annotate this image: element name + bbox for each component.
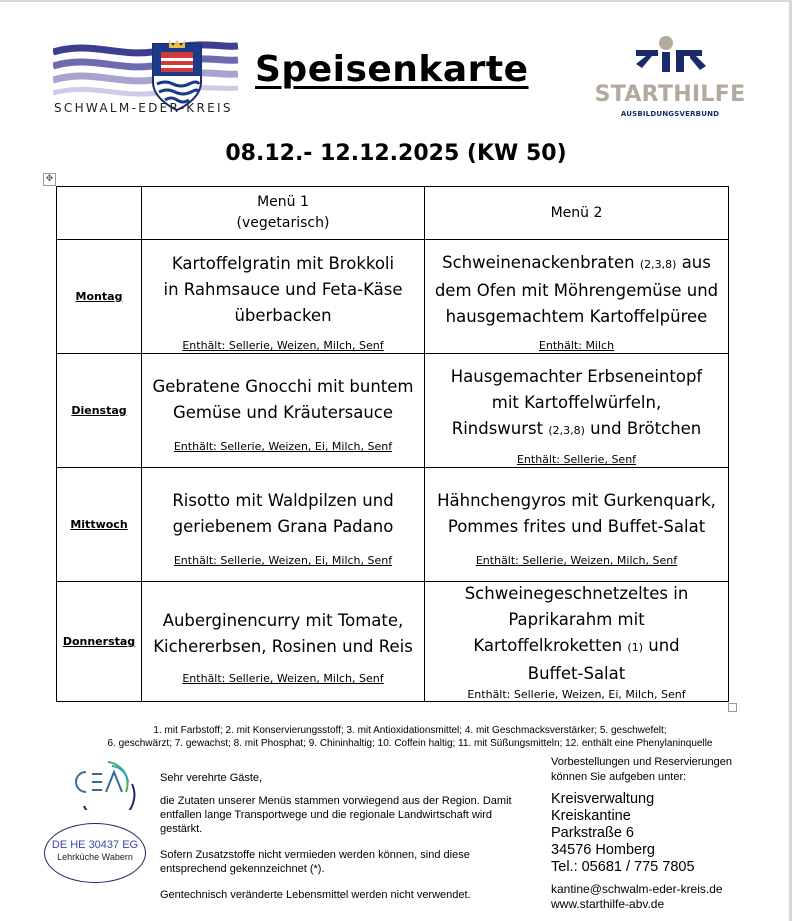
- contact-info: [551, 755, 781, 912]
- dish-text: [142, 374, 424, 426]
- contact-address: [551, 791, 781, 876]
- page-title: Speisenkarte: [255, 49, 529, 90]
- additive-codes: (2,3,8): [548, 423, 585, 437]
- menu1-cell: [142, 468, 425, 582]
- legend-line: 6. geschwärzt; 7. gewachst; 8. mit Phosphat; 9. Chininhaltig; 10. Coffein haltig; 11. mit Süßungsmitteln; 12. enthält eine Phenylaninquelle: [107, 738, 713, 749]
- dish-line: überbacken: [234, 305, 332, 325]
- date-range: 08.12.- 12.12.2025 (KW 50): [225, 141, 567, 166]
- contact-city: 34576 Homberg: [551, 842, 655, 858]
- menu1-cell: [142, 240, 425, 354]
- menu2-cell: [425, 582, 729, 702]
- dish-line: [429, 416, 724, 444]
- menu2-cell: [425, 468, 729, 582]
- eg-approval-stamp: [44, 823, 146, 883]
- coat-of-arms-icon: [153, 40, 201, 110]
- allergen-info: Enthält: Sellerie, Weizen, Ei, Milch, Senf: [173, 440, 393, 453]
- day-label: Donnerstag: [57, 582, 142, 702]
- contact-website-link[interactable]: www.starthilfe-abv.de: [551, 897, 665, 911]
- table-row: [57, 354, 729, 468]
- window-frame-top: [0, 0, 792, 2]
- dish-line-part: Schweinenackenbraten: [442, 252, 640, 272]
- header-menu1: [142, 187, 425, 240]
- dish-text: [425, 250, 728, 330]
- contact-intro: können Sie aufgeben unter:: [551, 771, 687, 783]
- header-menu1-sublabel: (vegetarisch): [236, 215, 330, 231]
- contact-org: Kreisverwaltung: [551, 791, 655, 807]
- dish-line: Paprikarahm mit: [508, 609, 645, 629]
- starthilfe-logo-text: STARTHILFE: [594, 82, 746, 107]
- additives-legend: [60, 724, 760, 750]
- dish-line-part: und Brötchen: [584, 418, 702, 438]
- legend-line: 1. mit Farbstoff; 2. mit Konservierungsstoff; 3. mit Antioxidationsmittel; 4. mit Geschmacksverstärker; 5. geschwefelt;: [153, 725, 667, 736]
- allergen-info: Enthält: Sellerie, Weizen, Milch, Senf: [475, 554, 678, 567]
- dish-line: hausgemachtem Kartoffelpüree: [445, 306, 708, 326]
- dish-line: Gemüse und Kräutersauce: [172, 402, 394, 422]
- dish-line: Buffet-Salat: [527, 663, 626, 683]
- dish-line: Auberginencurry mit Tomate,: [162, 610, 404, 630]
- day-label: Mittwoch: [57, 468, 142, 582]
- info-paragraph: die Zutaten unserer Menüs stammen vorwiegend aus der Region. Damit entfallen lange Transportwege und die regionale Landwirtschaft wird gestärkt.: [160, 795, 512, 835]
- dish-line: dem Ofen mit Möhrengemüse und: [434, 280, 719, 300]
- dish-line: geriebenem Grana Padano: [172, 516, 394, 536]
- contact-phone: Tel.: 05681 / 775 7805: [551, 859, 695, 875]
- contact-street: Parkstraße 6: [551, 825, 634, 841]
- day-label: Montag: [57, 240, 142, 354]
- dish-line: Schweinegeschnetzeltes in: [464, 583, 689, 603]
- header-menu2: Menü 2: [425, 187, 729, 240]
- table-row: [57, 582, 729, 702]
- allergen-info: Enthält: Sellerie, Senf: [516, 453, 637, 466]
- dish-line: Pommes frites und Buffet-Salat: [447, 516, 706, 536]
- dish-line: Hähnchengyros mit Gurkenquark,: [437, 490, 716, 510]
- dish-text: [425, 488, 728, 540]
- menu2-cell: [425, 354, 729, 468]
- allergen-info: Enthält: Milch: [538, 339, 615, 352]
- dish-text: [425, 364, 728, 444]
- table-move-handle-icon[interactable]: ✥: [43, 173, 56, 186]
- table-header-row: [57, 187, 729, 240]
- dish-line: [429, 633, 724, 661]
- dish-text: [142, 488, 424, 540]
- contact-intro: Vorbestellungen und Reservierungen: [551, 756, 733, 768]
- dish-line-part: Rindswurst: [451, 418, 549, 438]
- starthilfe-logo-subtext: AUSBILDUNGSVERBUND: [620, 110, 720, 118]
- allergen-info: Enthält: Sellerie, Weizen, Ei, Milch, Senf: [467, 688, 686, 701]
- dish-line: Hausgemachter Erbseneintopf: [450, 366, 703, 386]
- allergen-info: Enthält: Sellerie, Weizen, Milch, Senf: [182, 339, 384, 352]
- contact-dept: Kreiskantine: [551, 808, 631, 824]
- dish-line: in Rahmsauce und Feta-Käse: [163, 279, 403, 299]
- eg-kitchen-name: Lehrküche Wabern: [57, 852, 133, 862]
- dish-text: [425, 581, 728, 687]
- cea-logo: [64, 758, 136, 810]
- dish-line: Kichererbsen, Rosinen und Reis: [153, 636, 413, 656]
- menu1-cell: [142, 354, 425, 468]
- greeting: Sehr verehrte Gäste,: [160, 772, 263, 784]
- table-row: [57, 240, 729, 354]
- dish-line: Kartoffelgratin mit Brokkoli: [171, 253, 395, 273]
- dish-line: Gebratene Gnocchi mit buntem: [152, 376, 414, 396]
- dish-line-part: Kartoffelkroketten: [473, 635, 628, 655]
- additive-codes: (2,3,8): [639, 257, 677, 271]
- menu-table: [56, 186, 729, 702]
- additive-codes: (1): [627, 640, 644, 654]
- contact-email-link[interactable]: kantine@schwalm-eder-kreis.de: [551, 882, 723, 896]
- info-paragraph: Sofern Zusatzstoffe nicht vermieden werden können, sind diese entsprechend gekennzeichnet (*).: [160, 849, 470, 875]
- schwalm-eder-kreis-logo-text: SCHWALM-EDER-KREIS: [54, 101, 233, 115]
- allergen-info: Enthält: Sellerie, Weizen, Milch, Senf: [182, 672, 384, 685]
- menu1-cell: [142, 582, 425, 702]
- header-empty-cell: [57, 187, 142, 240]
- dish-line: [429, 250, 724, 278]
- dish-text: [142, 251, 424, 329]
- table-resize-handle[interactable]: [728, 703, 737, 712]
- starthilfe-logo: [586, 34, 754, 122]
- dish-line: Risotto mit Waldpilzen und: [172, 490, 394, 510]
- header-menu1-label: Menü 1: [257, 194, 309, 210]
- info-paragraph: Gentechnisch veränderte Lebensmittel werden nicht verwendet.: [160, 889, 471, 901]
- day-label: Dienstag: [57, 354, 142, 468]
- eg-number: DE HE 30437 EG: [51, 839, 139, 851]
- table-row: [57, 468, 729, 582]
- menu2-cell: [425, 240, 729, 354]
- allergen-info: Enthält: Sellerie, Weizen, Ei, Milch, Senf: [173, 554, 393, 567]
- dish-line-part: aus: [676, 252, 711, 272]
- dish-line-part: und: [643, 635, 680, 655]
- dish-text: [142, 608, 424, 660]
- guest-info: [160, 771, 520, 911]
- dish-line: mit Kartoffelwürfeln,: [491, 392, 662, 412]
